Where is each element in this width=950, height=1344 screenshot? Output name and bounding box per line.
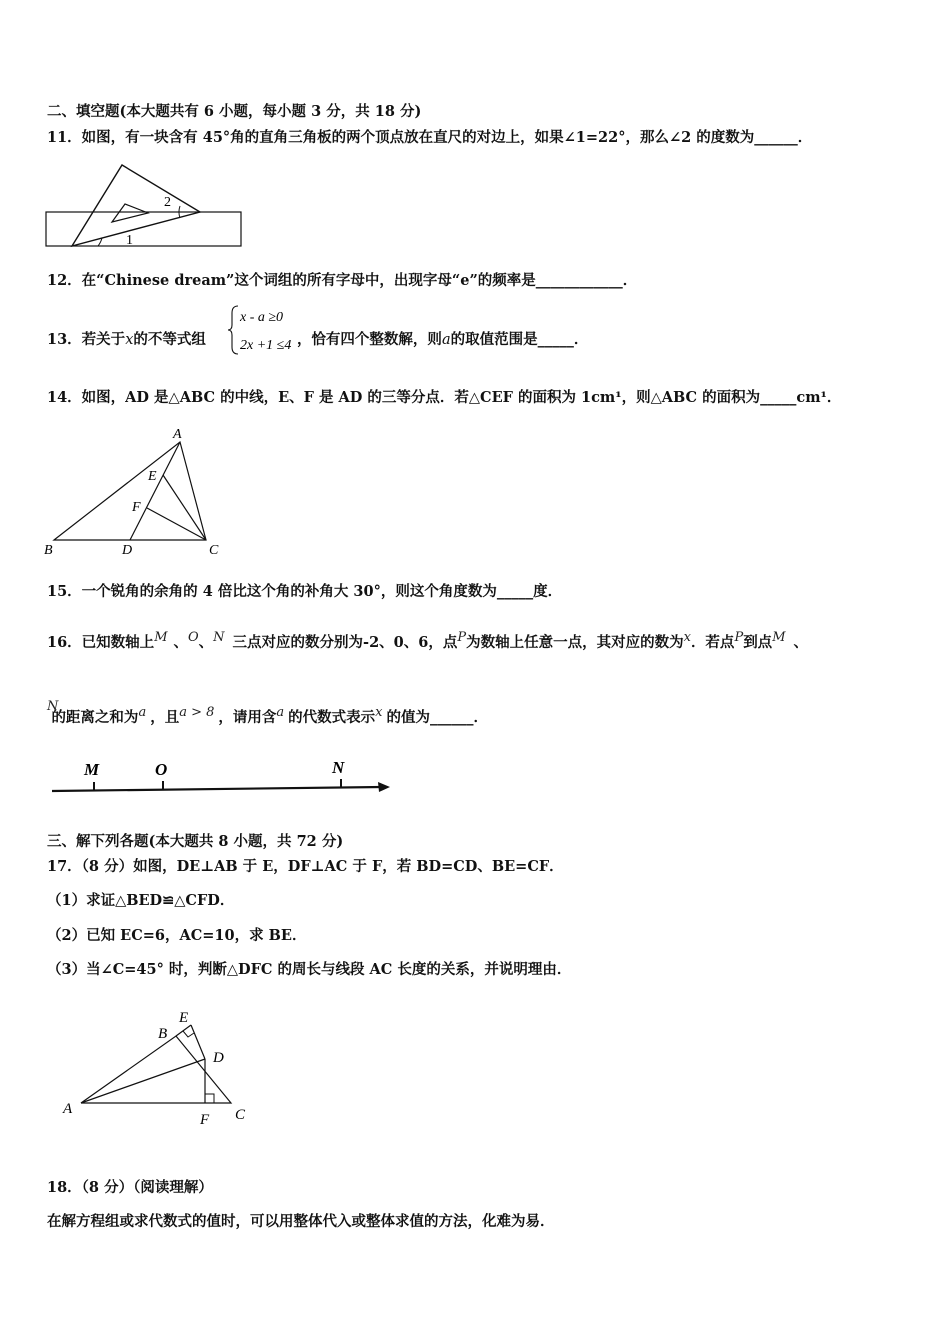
triangle-bed-cfd-figure: [55, 1005, 265, 1130]
label-b: B: [158, 1026, 168, 1042]
inequality-1: x - a ≥0: [240, 310, 284, 325]
set-square-outer: [72, 165, 200, 246]
axis-label-o: O: [155, 760, 168, 779]
label-c: C: [235, 1107, 246, 1123]
right-angle-e: [183, 1031, 194, 1037]
label-e: E: [148, 469, 157, 484]
triangle-abc: [81, 1036, 231, 1103]
label-a: A: [63, 1101, 73, 1117]
set-square-inner: [112, 204, 148, 222]
angle-2-label: 2: [164, 195, 171, 210]
question-14-text: 14．如图，AD 是△ABC 的中线，E、F 是 AD 的三等分点．若△CEF 的面积为 1cm¹，则△ABC 的面积为_____cm¹．: [47, 389, 842, 406]
label-d: D: [122, 543, 133, 558]
segment-fc: [147, 508, 206, 540]
label-e: E: [179, 1010, 189, 1026]
label-c: C: [209, 543, 219, 558]
question-16-line-1: 16．已知数轴上$^M$ 、$^O$、$^N$ 三点对应的数分别为-2、0、6，点$^P$为数轴上任意一点，其对应的数为$^x$．若点$^P$到点$^M$ 、: [47, 630, 808, 651]
label-d: D: [213, 1050, 224, 1066]
number-line-figure: [48, 754, 398, 800]
median-ad: [130, 442, 180, 540]
label-b: B: [44, 543, 53, 558]
segment-ec: [163, 475, 206, 540]
triangle-abc-figure: [40, 422, 230, 562]
question-12-text: 12．在“Chinese dream”这个词组的所有字母中，出现字母“e”的频率是____________．: [47, 272, 638, 289]
segment-de: [191, 1025, 205, 1059]
question-11-text: 11．如图，有一块含有 45°角的直角三角板的两个顶点放在直尺的对边上，如果∠1=22°，那么∠2 的度数为______．: [47, 129, 813, 146]
axis-label-m: M: [84, 760, 100, 779]
section-2-heading: 二、填空题(本大题共有 6 小题，每小题 3 分，共 18 分): [47, 103, 422, 120]
question-18-stem: 18．（8 分）（阅读理解）: [47, 1179, 213, 1196]
extension-be: [176, 1025, 191, 1036]
question-16-line-2: N 的距离之和为$^a$ ，且$^{a > 8}$ ，请用含$^a$ 的代数式表示$^x$ 的值为______．: [47, 698, 488, 726]
inequality-2: 2x +1 ≤4: [240, 338, 292, 353]
question-18-intro: 在解方程组或求代数式的值时，可以用整体代入或整体求值的方法，化难为易．: [47, 1213, 555, 1230]
segment-ad: [81, 1059, 205, 1103]
question-15-text: 15．一个锐角的余角的 4 倍比这个角的补角大 30°，则这个角度数为_____度．: [47, 583, 563, 600]
angle-1-label: 1: [126, 233, 133, 248]
question-17-part-3: （3）当∠C=45° 时，判断△DFC 的周长与线段 AC 长度的关系，并说明理由．: [47, 961, 572, 978]
question-17-stem: 17．（8 分）如图，DE⊥AB 于 E，DF⊥AC 于 F，若 BD=CD、BE=CF．: [47, 858, 564, 875]
inequality-system: [228, 303, 318, 357]
question-17-part-1: （1）求证△BED≌△CFD．: [47, 892, 235, 909]
number-line: [52, 787, 384, 791]
question-17-part-2: （2）已知 EC=6，AC=10，求 BE．: [47, 927, 307, 944]
right-angle-f: [205, 1094, 214, 1103]
label-a: A: [173, 427, 182, 442]
triangle-abc: [54, 442, 206, 540]
axis-label-n: N: [332, 758, 345, 777]
question-13-line: 13．若关于x的不等式组 ，恰有四个整数解，则a的取值范围是_____．: [47, 331, 589, 348]
label-f: F: [200, 1112, 210, 1128]
left-brace: [228, 306, 238, 354]
ruler-triangle-figure: [40, 160, 250, 255]
label-f: F: [132, 500, 141, 515]
arrow-head: [378, 782, 390, 792]
section-3-heading: 三、解下列各题(本大题共 8 小题，共 72 分): [47, 833, 344, 850]
